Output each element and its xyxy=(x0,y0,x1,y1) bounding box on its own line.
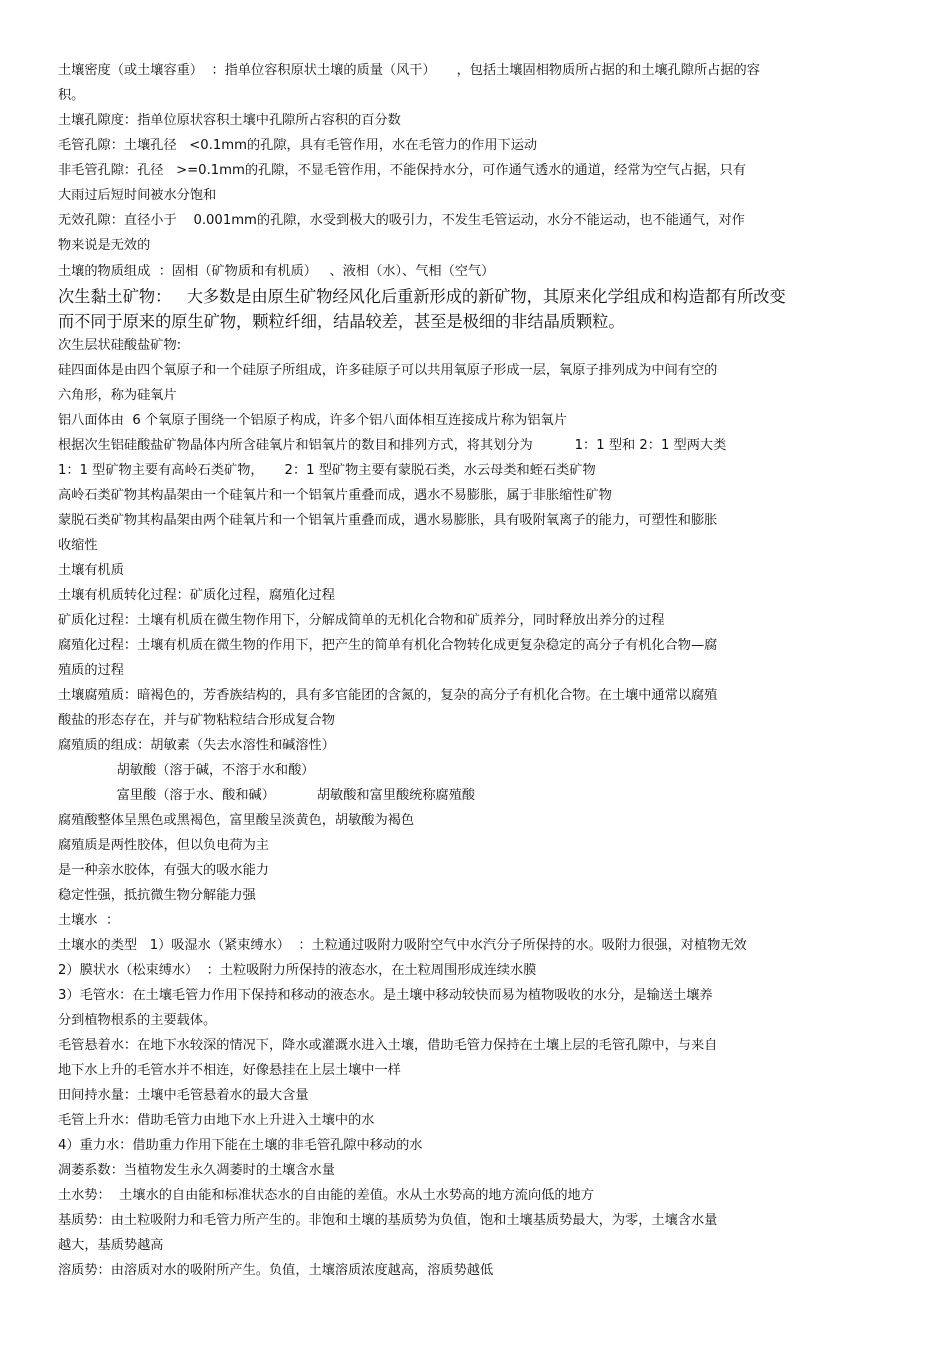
text-line-fulvic-acid: 富里酸（溶于水、酸和碱） 胡敏酸和富里酸统称腐殖酸 xyxy=(58,788,476,803)
text-line-humus-cont: 酸盐的形态存在，并与矿物粘粒结合形成复合物 xyxy=(58,713,335,728)
text-line-non-capillary-pore: 非毛管孔隙：孔径 >=0.1mm的孔隙，不显毛管作用，不能保持水分，可作通气透水的通道，经常为空气占据，只有 xyxy=(58,163,746,178)
text-line-hygroscopic-water: 土壤水的类型 1）吸湿水（紧束缚水） ：土粒通过吸附力吸附空气中水汽分子所保持的水。吸附力很强，对植物无效 xyxy=(58,938,747,953)
text-line-capillary-pore: 毛管孔隙：土壤孔径 <0.1mm的孔隙，具有毛管作用，水在毛管力的作用下运动 xyxy=(58,138,538,153)
text-line-transformation: 土壤有机质转化过程：矿质化过程，腐殖化过程 xyxy=(58,588,335,603)
text-line-non-capillary-cont: 大雨过后短时间被水分饱和 xyxy=(58,188,217,203)
text-line-humus: 土壤腐殖质：暗褐色的，芳香族结构的，具有多官能团的含氮的，复杂的高分子有机化合物。在土壤中通常以腐殖 xyxy=(58,688,718,703)
text-line-mineralization: 矿质化过程：土壤有机质在微生物作用下，分解成简单的无机化合物和矿质养分，同时释放出养分的过程 xyxy=(58,613,665,628)
section-heading-soil-water: 土壤水 ： xyxy=(58,913,120,928)
text-line-layered-silicate: 次生层状硅酸盐矿物: xyxy=(58,338,182,353)
text-line-secondary-clay: 次生黏土矿物： 大多数是由原生矿物经风化后重新形成的新矿物，其原来化学组成和构造都有所改变 xyxy=(58,287,786,306)
text-line-ineffective-pore: 无效孔隙：直径小于 0.001mm的孔隙，水受到极大的吸引力，不发生毛管运动，水分不能运动，也不能通气，对作 xyxy=(58,213,745,228)
text-line-montmorillonite: 蒙脱石类矿物其构晶架由两个硅氧片和一个铝氧片重叠而成，遇水易膨胀，具有吸附氧离子的能力，可塑性和膨胀 xyxy=(58,513,718,528)
text-line-humus-composition: 腐殖质的组成：胡敏素（失去水溶性和碱溶性） xyxy=(58,738,335,753)
section-heading-organic-matter: 土壤有机质 xyxy=(58,563,124,578)
text-line-capillary-water-cont: 分到植物根系的主要载体。 xyxy=(58,1013,217,1028)
text-line-classification: 根据次生铝硅酸盐矿物晶体内所含硅氧片和铝氧片的数目和排列方式，将其划分为 1：1 型和 2：1 型两大类 xyxy=(58,438,727,453)
text-line-matric-potential: 基质势：由土粒吸附力和毛管力所产生的。非饱和土壤的基质势为负值，饱和土壤基质势最大，为零，土壤含水量 xyxy=(58,1213,718,1228)
text-line-stability: 稳定性强，抵抗微生物分解能力强 xyxy=(58,888,256,903)
text-line-suspended-water-cont: 地下水上升的毛管水并不相连，好像悬挂在上层土壤中一样 xyxy=(58,1063,401,1078)
text-line-film-water: 2）膜状水（松束缚水） ：土粒吸附力所保持的液态水，在土粒周围形成连续水膜 xyxy=(58,963,537,978)
text-line-soil-density-cont: 积。 xyxy=(58,88,85,103)
text-line-humus-color: 腐殖酸整体呈黑色或黑褐色，富里酸呈淡黄色，胡敏酸为褐色 xyxy=(58,813,415,828)
text-line-soil-density: 土壤密度（或土壤容重） ：指单位容积原状土壤的质量（风干） ，包括土壤固相物质所占据的和土壤孔隙所占据的容 xyxy=(58,63,760,78)
text-line-matric-potential-cont: 越大，基质势越高 xyxy=(58,1238,164,1253)
text-line-material-composition: 土壤的物质组成 ：固相（矿物质和有机质） 、液相（水）、气相（空气） xyxy=(58,264,495,279)
text-line-silicon-sheet: 六角形，称为硅氧片 xyxy=(58,388,177,403)
text-line-capillary-rise: 毛管上升水：借助毛管力由地下水上升进入土壤中的水 xyxy=(58,1113,375,1128)
text-line-porosity: 土壤孔隙度：指单位原状容积土壤中孔隙所占容积的百分数 xyxy=(58,113,401,128)
text-line-capillary-water: 3）毛管水：在土壤毛管力作用下保持和移动的液态水。是土壤中移动较快而易为植物吸收的水分，是输送土壤养 xyxy=(58,988,713,1003)
text-line-suspended-water: 毛管悬着水：在地下水较深的情况下，降水或灌溉水进入土壤，借助毛管力保持在土壤上层的毛管孔隙中，与来自 xyxy=(58,1038,718,1053)
text-line-montmorillonite-cont: 收缩性 xyxy=(58,538,98,553)
text-line-kaolinite: 高岭石类矿物其构晶架由一个硅氧片和一个铝氧片重叠而成，遇水不易膨胀，属于非胀缩性矿物 xyxy=(58,488,612,503)
text-line-amphoteric-colloid: 腐殖质是两性胶体，但以负电荷为主 xyxy=(58,838,269,853)
text-line-secondary-clay-cont: 而不同于原来的原生矿物，颗粒纤细，结晶较差，甚至是极细的非结晶质颗粒。 xyxy=(58,312,625,331)
text-line-field-capacity: 田间持水量：土壤中毛管悬着水的最大含量 xyxy=(58,1088,309,1103)
text-line-humic-acid: 胡敏酸（溶于碱，不溶于水和酸） xyxy=(58,763,315,778)
text-line-aluminum-octahedron: 铝八面体由 6 个氧原子围绕一个铝原子构成，许多个铝八面体相互连接成片称为铝氧片 xyxy=(58,413,567,428)
text-line-silicon-tetrahedron: 硅四面体是由四个氧原子和一个硅原子所组成，许多硅原子可以共用氧原子形成一层，氧原子排列成为中间有空的 xyxy=(58,363,718,378)
text-line-solute-potential: 溶质势：由溶质对水的吸附所产生。负值，土壤溶质浓度越高，溶质势越低 xyxy=(58,1263,494,1278)
text-line-humification-cont: 殖质的过程 xyxy=(58,663,124,678)
text-line-hydrophilic-colloid: 是一种亲水胶体，有强大的吸水能力 xyxy=(58,863,269,878)
text-line-wilting-coefficient: 凋萎系数：当植物发生永久凋萎时的土壤含水量 xyxy=(58,1163,335,1178)
text-line-mineral-types: 1：1 型矿物主要有高岭石类矿物， 2：1 型矿物主要有蒙脱石类，水云母类和蛭石类矿物 xyxy=(58,463,596,478)
text-line-soil-water-potential: 土水势： 土壤水的自由能和标准状态水的自由能的差值。水从土水势高的地方流向低的地方 xyxy=(58,1188,594,1203)
text-line-ineffective-cont: 物来说是无效的 xyxy=(58,238,151,253)
text-line-humification: 腐殖化过程：土壤有机质在微生物的作用下，把产生的简单有机化合物转化成更复杂稳定的高分子有机化合物—腐 xyxy=(58,638,718,653)
text-line-gravity-water: 4）重力水：借助重力作用下能在土壤的非毛管孔隙中移动的水 xyxy=(58,1138,423,1153)
